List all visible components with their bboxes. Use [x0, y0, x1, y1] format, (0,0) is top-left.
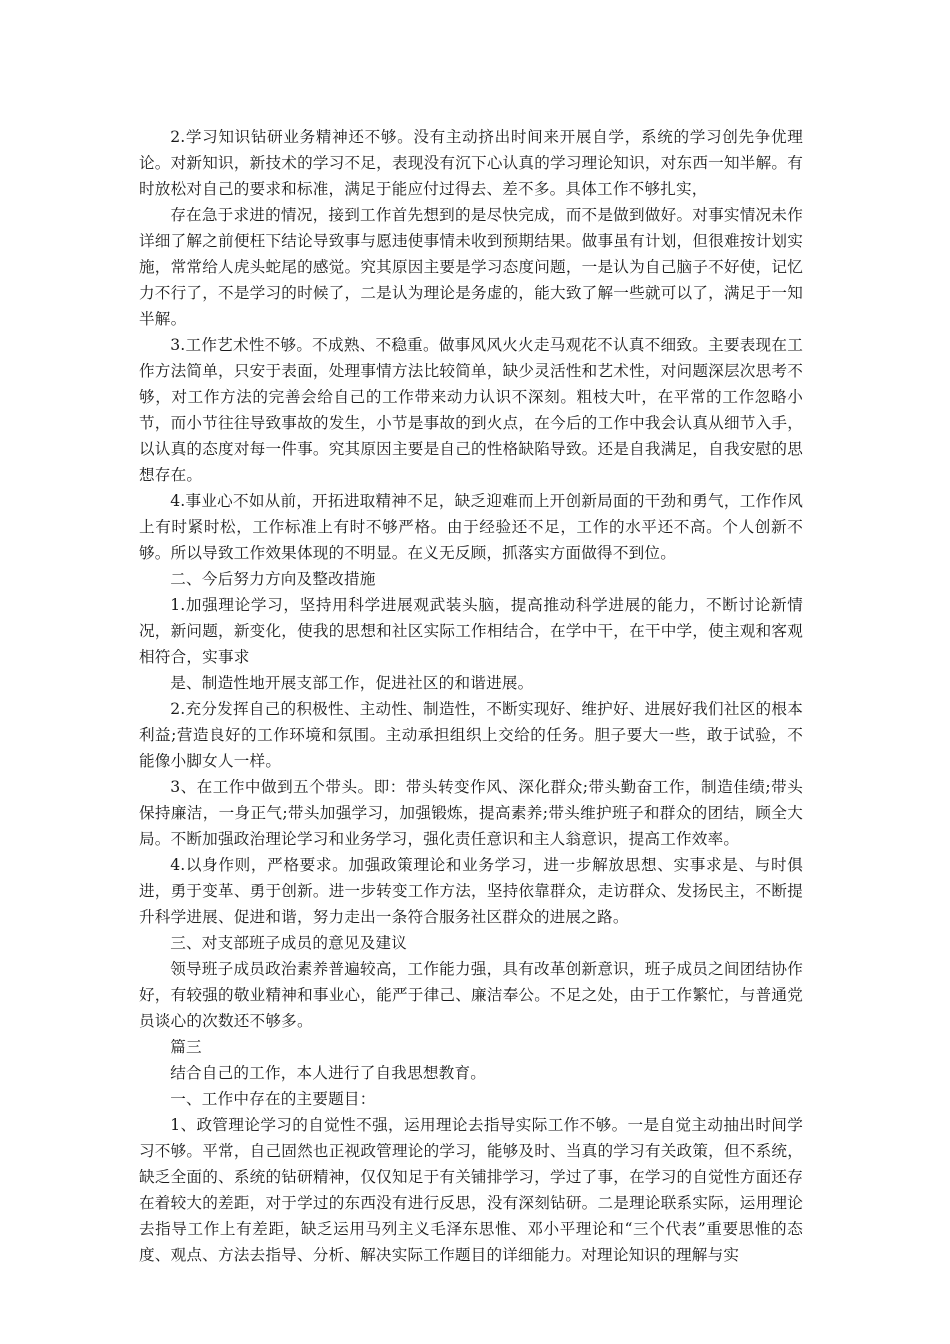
paragraph-five-leads: 3、在工作中做到五个带头。即：带头转变作风、深化群众;带头勤奋工作，制造佳绩;带头保持廉洁，一身正气;带头加强学习，加强锻炼，提高素养;带头维护班子和群众的团结，顾全大局。不断加强政治理论学习和业务学习，强化责任意识和主人翁意识，提高工作效率。	[139, 778, 803, 848]
paragraph-leadership-team: 领导班子成员政治素养普遍较高，工作能力强，具有改革创新意识，班子成员之间团结协作好，有较强的敬业精神和事业心，能严于律己、廉洁奉公。不足之处，由于工作繁忙，与普通党员谈心的次数还不够多。	[139, 960, 803, 1030]
paragraph-theory-study: 1.加强理论学习，坚持用科学进展观武装头脑，提高推动科学进展的能力，不断讨论新情况，新问题，新变化，使我的思想和社区实际工作相结合，在学中干，在干中学，使主观和客观相符合，实事求	[139, 596, 803, 666]
section-heading-part-three: 篇三	[170, 1038, 202, 1056]
paragraph-work-artistry: 3.工作艺术性不够。不成熟、不稳重。做事风风火火走马观花不认真不细致。主要表现在工作方法简单，只安于表面，处理事情方法比较简单，缺少灵活性和艺术性，对问题深层次思考不够，对工作方法的完善会给自己的工作带来动力认识不深刻。粗枝大叶，在平常的工作忽略小节，而小节往往导致事故的发生，小节是事故的到火点，在今后的工作中我会认真从细节入手，以认真的态度对每一件事。究其原因主要是自己的性格缺陷导致。还是自我满足，自我安慰的思想存在。	[139, 336, 803, 484]
paragraph-rushing-results: 存在急于求进的情况，接到工作首先想到的是尽快完成，而不是做到做好。对事实情况未作详细了解之前便枉下结论导致事与愿违使事情未收到预期结果。做事虽有计划，但很难按计划实施，常常给人虎头蛇尾的感觉。究其原因主要是学习态度问题，一是认为自己脑子不好使，记忆力不行了，不是学习的时候了，二是认为理论是务虚的，能大致了解一些就可以了，满足于一知半解。	[139, 206, 803, 328]
paragraph-study-knowledge: 2.学习知识钻研业务精神还不够。没有主动挤出时间来开展自学，系统的学习创先争优理论。对新知识，新技术的学习不足，表现没有沉下心认真的学习理论知识，对东西一知半解。有时放松对自己的要求和标准，满足于能应付过得去、差不多。具体工作不够扎实，	[139, 128, 803, 198]
paragraph-career-drive: 4.事业心不如从前，开拓进取精神不足，缺乏迎难而上开创新局面的干劲和勇气，工作作风上有时紧时松，工作标准上有时不够严格。由于经验还不足，工作的水平还不高。个人创新不够。所以导致工作效果体现的不明显。在义无反顾，抓落实方面做得不到位。	[139, 492, 803, 562]
paragraph-set-example: 4.以身作则，严格要求。加强政策理论和业务学习，进一步解放思想、实事求是、与时俱进，勇于变革、勇于创新。进一步转变工作方法，坚持依靠群众，走访群众、发扬民主，不断提升科学进展、促进和谐，努力走出一条符合服务社区群众的进展之路。	[139, 856, 803, 926]
section-heading-main-problems: 一、工作中存在的主要题目：	[170, 1090, 376, 1108]
document-body	[139, 124, 803, 1268]
paragraph-theory-awareness: 1、政管理论学习的自觉性不强，运用理论去指导实际工作不够。一是自觉主动抽出时间学习不够。平常，自己固然也正视政管理论的学习，能够及时、当真的学习有关政策，但不系统，缺乏全面的、系统的钻研精神，仅仅知足于有关铺排学习，学过了事，在学习的自觉性方面还存在着较大的差距，对于学过的东西没有进行反思，没有深刻钻研。二是理论联系实际，运用理论去指导工作上有差距，缺乏运用马列主义毛泽东思惟、邓小平理论和“三个代表”重要思惟的态度、观点、方法去指导、分析、解决实际工作题目的详细能力。对理论知识的理解与实	[139, 1116, 803, 1264]
section-heading-suggestions: 三、对支部班子成员的意见及建议	[170, 934, 408, 952]
paragraph-branch-work: 是、制造性地开展支部工作，促进社区的和谐进展。	[170, 674, 534, 692]
paragraph-initiative: 2.充分发挥自己的积极性、主动性、制造性，不断实现好、维护好、进展好我们社区的根本利益;营造良好的工作环境和氛围。主动承担组织上交给的任务。胆子要大一些，敢于试验，不能像小脚女人一样。	[139, 700, 803, 770]
paragraph-self-education: 结合自己的工作，本人进行了自我思想教育。	[170, 1064, 487, 1082]
section-heading-improvement: 二、今后努力方向及整改措施	[170, 570, 376, 588]
